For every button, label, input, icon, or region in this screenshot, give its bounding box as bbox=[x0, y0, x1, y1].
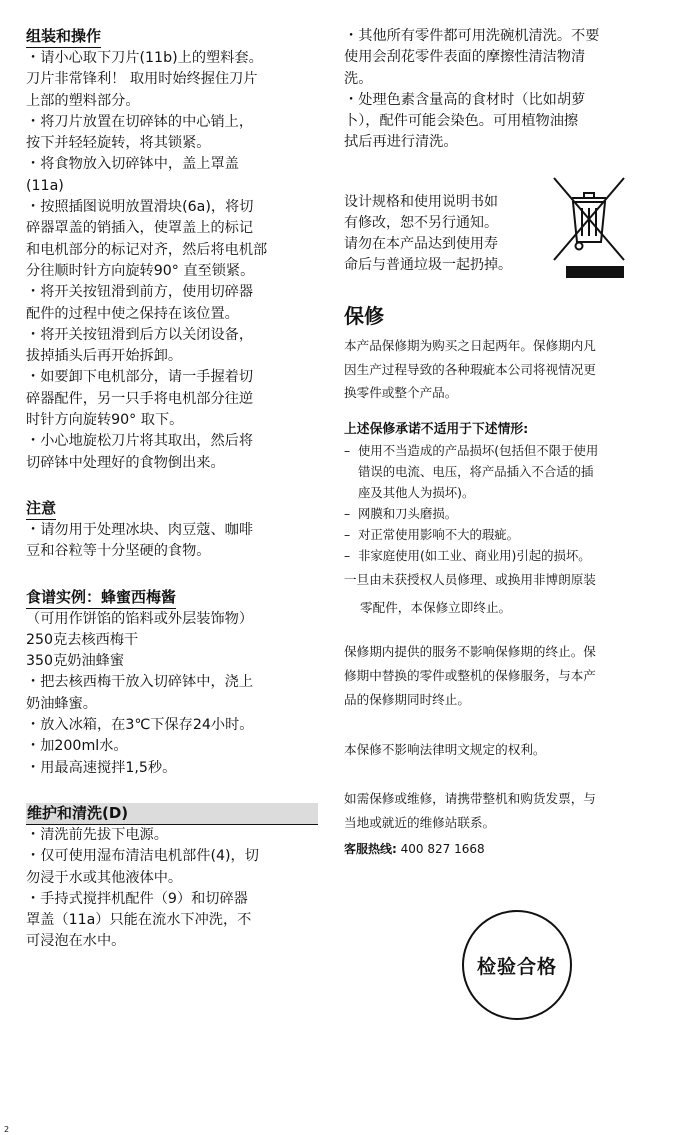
dash-mark: – bbox=[344, 548, 351, 564]
assembly-body bbox=[26, 48, 318, 474]
maintenance-line: 罩盖（11a）只能在流水下冲洗，不 bbox=[26, 912, 252, 929]
assembly-line: 上部的塑料部分。 bbox=[26, 92, 140, 109]
assembly-line: 切碎钵中处理好的食物倒出来。 bbox=[26, 454, 225, 471]
assembly-line: ・按照插图说明放置滑块(6a)，将切 bbox=[26, 199, 254, 216]
disposal-line: 请勿在本产品达到使用寿 bbox=[344, 235, 498, 252]
crossed-out-wheelie-bin-icon bbox=[546, 170, 632, 282]
assembly-line: ・小心地旋松刀片将其取出，然后将 bbox=[26, 433, 254, 450]
warranty-intro-line: 本产品保修期为购买之日起两年。保修期内凡 bbox=[344, 337, 596, 353]
inspection-passed-seal bbox=[462, 910, 572, 1020]
service-line: 修期中替换的零件或整机的保修服务，与本产 bbox=[344, 667, 596, 683]
warranty-intro-line: 换零件或整个产品。 bbox=[344, 385, 458, 401]
assembly-line: ・请小心取下刀片(11b)上的塑料套。 bbox=[26, 50, 263, 66]
cleaning-line: 卜），配件可能会染色。可用植物油擦 bbox=[344, 113, 579, 130]
exclusion-item bbox=[344, 545, 666, 566]
assembly-line: 碎器罩盖的销插入，使罩盖上的标记 bbox=[26, 220, 254, 237]
termination-line: 零配件，本保修立即终止。 bbox=[360, 600, 512, 616]
assembly-line: ・将开关按钮滑到后方以关闭设备， bbox=[26, 326, 254, 343]
exclusion-item bbox=[344, 524, 666, 545]
maintenance-line: 勿浸于水或其他液体中。 bbox=[26, 869, 183, 886]
exclusion-line: 错误的电流、电压，将产品插入不合适的插 bbox=[358, 464, 594, 480]
assembly-line: ・将刀片放置在切碎钵的中心销上， bbox=[26, 113, 254, 130]
exclusions-heading: 上述保修承诺不适用于下述情形: bbox=[344, 422, 529, 438]
right-column bbox=[344, 26, 666, 859]
recipe-heading: 食谱实例：蜂蜜西梅酱 bbox=[26, 587, 176, 609]
dash-mark: – bbox=[344, 443, 351, 459]
assembly-line: 碎器配件，另一只手将电机部分往逆 bbox=[26, 390, 254, 407]
assembly-heading: 组装和操作 bbox=[26, 26, 101, 48]
assembly-line: ・如要卸下电机部分，请一手握着切 bbox=[26, 369, 254, 386]
service-line: 品的保修期同时终止。 bbox=[344, 691, 470, 707]
exclusion-line: 非家庭使用(如工业、商业用)引起的损坏。 bbox=[358, 548, 591, 564]
exclusion-line: 对正常使用影响不大的瑕疵。 bbox=[358, 527, 520, 543]
recipe-line: ・用最高速搅拌1,5秒。 bbox=[26, 759, 177, 776]
exclusion-line: 使用不当造成的产品损坏(包括但不限于使用 bbox=[358, 443, 599, 459]
dash-mark: – bbox=[344, 506, 351, 522]
recipe-line: ・放入冰箱，在3℃下保存24小时。 bbox=[26, 717, 254, 734]
dash-mark: – bbox=[344, 527, 351, 543]
exclusion-line: 座及其他人为损坏)。 bbox=[358, 485, 475, 501]
assembly-line: ・将食物放入切碎钵中，盖上罩盖 bbox=[26, 156, 239, 173]
maintenance-line: ・手持式搅拌机配件（9）和切碎器 bbox=[26, 890, 248, 907]
maintenance-line: 可浸泡在水中。 bbox=[26, 933, 126, 950]
page-footmark: 2 bbox=[4, 1125, 10, 1134]
hotline-label: 客服热线: bbox=[344, 841, 397, 856]
recipe-line: （可用作饼馅的馅料或外层装饰物） bbox=[26, 610, 254, 627]
recipe-line: 250克去核西梅干 bbox=[26, 631, 139, 648]
assembly-line: 刀片非常锋利！ 取用时始终握住刀片 bbox=[26, 71, 258, 88]
service-line: 保修期内提供的服务不影响保修期的终止。保 bbox=[344, 644, 596, 660]
assembly-line: ・将开关按钮滑到前方，使用切碎器 bbox=[26, 284, 254, 301]
termination-line: 一旦由未获授权人员修理、或换用非博朗原装 bbox=[344, 572, 596, 588]
exclusion-line: 网膜和刀头磨损。 bbox=[358, 506, 458, 522]
contact-line: 如需保修或维修，请携带整机和购货发票，与 bbox=[344, 791, 596, 807]
notice-line: ・请勿用于处理冰块、肉豆蔻、咖啡 bbox=[26, 521, 254, 538]
cleaning-line: 洗。 bbox=[344, 70, 373, 87]
assembly-line: 按下并轻轻旋转，将其锁紧。 bbox=[26, 135, 211, 152]
exclusion-item bbox=[344, 503, 666, 524]
recipe-line: 奶油蜂蜜。 bbox=[26, 695, 97, 712]
cleaning-line: 拭后再进行清洗。 bbox=[344, 134, 458, 151]
assembly-line: 时针方向旋转90° 取下。 bbox=[26, 412, 184, 429]
left-column bbox=[26, 26, 318, 953]
hotline-number: 400 827 1668 bbox=[400, 841, 485, 856]
notice-line: 豆和谷粒等十分坚硬的食物。 bbox=[26, 543, 211, 560]
contact-line: 当地或就近的维修站联系。 bbox=[344, 815, 496, 831]
maintenance-line: ・清洗前先拔下电源。 bbox=[26, 826, 168, 843]
warranty-intro-line: 因生产过程导致的各种瑕疵本公司将视情况更 bbox=[344, 361, 596, 377]
exclusion-item bbox=[344, 440, 666, 503]
cleaning-line: ・其他所有零件都可用洗碗机清洗。不要 bbox=[344, 28, 600, 44]
assembly-line: 和电机部分的标记对齐，然后将电机部 bbox=[26, 241, 268, 258]
notice-heading: 注意 bbox=[26, 498, 56, 520]
seal-text: 检验合格 bbox=[476, 955, 557, 978]
warranty-heading: 保修 bbox=[344, 303, 384, 328]
disposal-notice bbox=[344, 170, 666, 282]
recipe-line: ・把去核西梅干放入切碎钵中，浇上 bbox=[26, 674, 254, 691]
disposal-line: 设计规格和使用说明书如 bbox=[344, 193, 498, 210]
recipe-line: 350克奶油蜂蜜 bbox=[26, 653, 125, 670]
hotline bbox=[344, 839, 666, 859]
maintenance-heading: 维护和清洗(D) bbox=[26, 803, 318, 825]
maintenance-line: ・仅可使用湿布清洁电机部件(4)，切 bbox=[26, 848, 259, 865]
assembly-line: 分往顺时针方向旋转90° 直至锁紧。 bbox=[26, 262, 255, 279]
legal-rights-line: 本保修不影响法律明文规定的权利。 bbox=[344, 741, 546, 757]
assembly-line: (11a) bbox=[26, 177, 64, 194]
assembly-line: 配件的过程中使之保持在该位置。 bbox=[26, 305, 239, 322]
cleaning-line: 使用会刮花零件表面的摩擦性清洁物清 bbox=[344, 49, 586, 66]
cleaning-line: ・处理色素含量高的食材时（比如胡萝 bbox=[344, 91, 586, 108]
disposal-line: 有修改，恕不另行通知。 bbox=[344, 214, 498, 231]
recipe-line: ・加200ml水。 bbox=[26, 738, 128, 755]
assembly-line: 拔掉插头后再开始拆卸。 bbox=[26, 348, 183, 365]
disposal-line: 命后与普通垃圾一起扔掉。 bbox=[344, 256, 512, 273]
